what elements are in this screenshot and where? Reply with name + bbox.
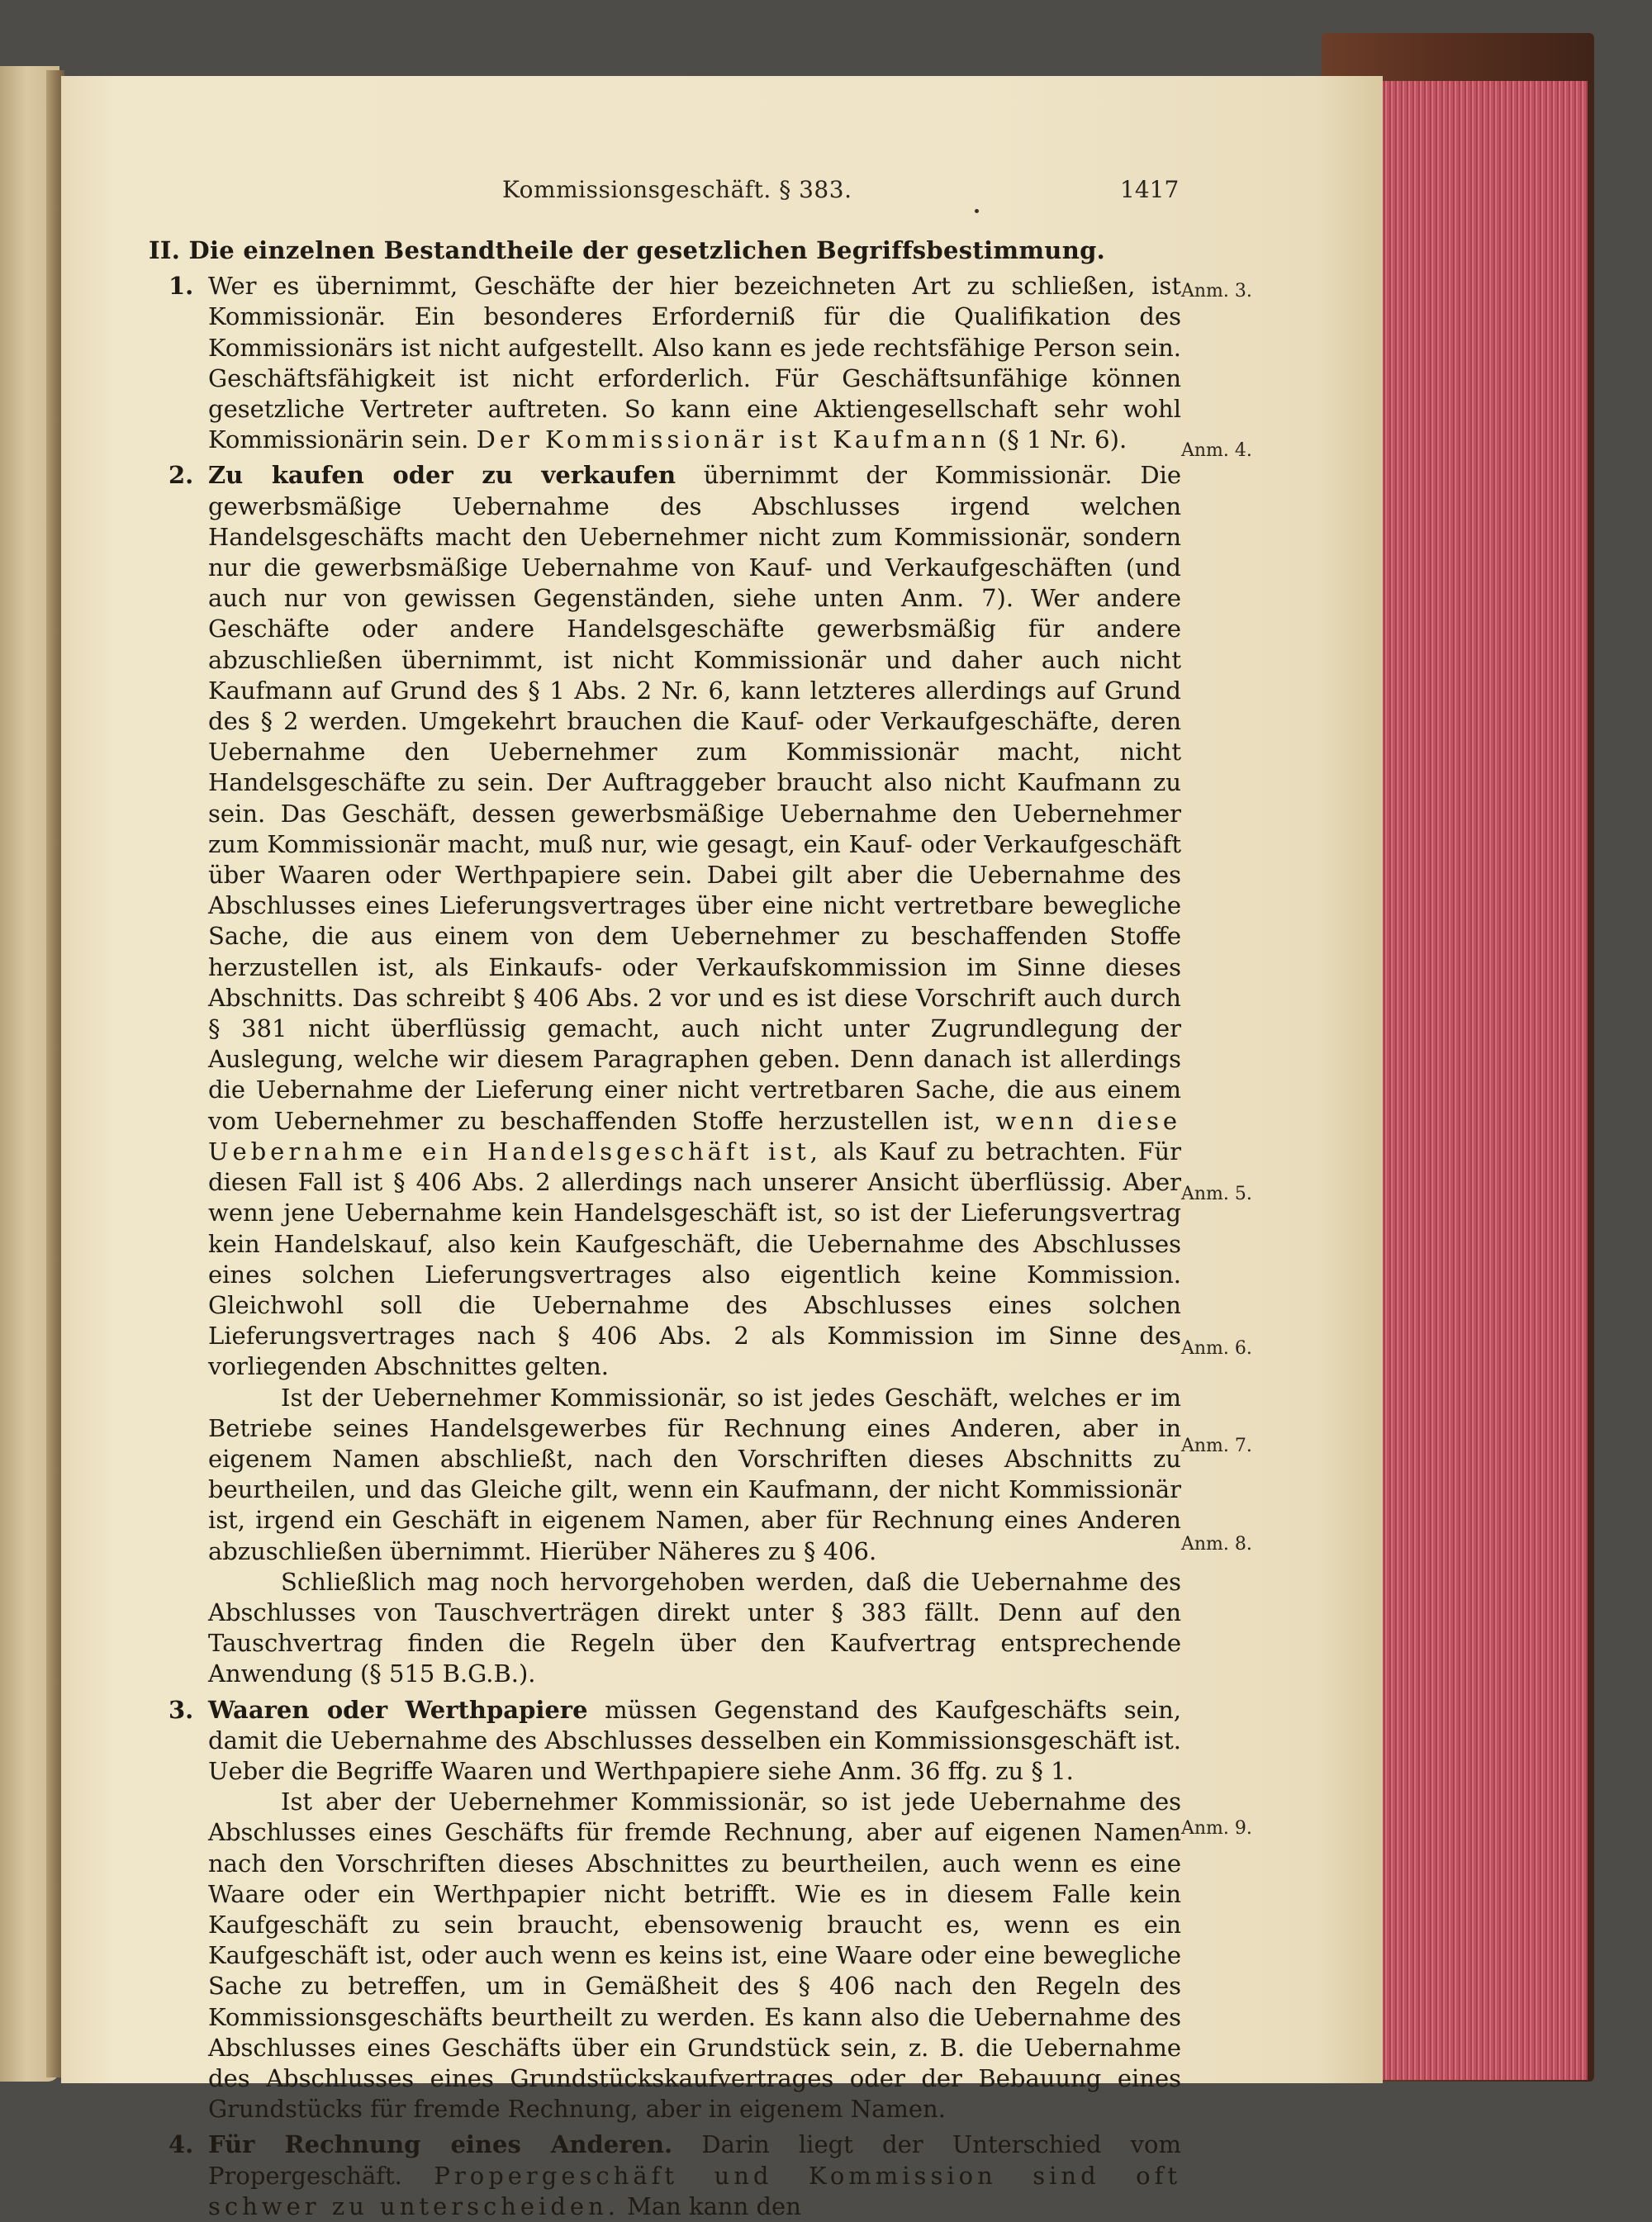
body-text [149, 235, 1181, 2222]
item-lead: Für Rechnung eines Anderen. [208, 2130, 673, 2159]
page-number: 1417 [1120, 176, 1180, 203]
margin-note: Anm. 5. [1181, 1184, 1252, 1204]
item-3 [149, 1695, 1181, 2125]
item-text: Darin liegt der Unterschied vom Propergeschäft. [208, 2130, 1182, 2190]
spaced-emphasis: Propergeschäft und Kommission sind oft schwer zu unterscheiden. [208, 2161, 1181, 2220]
spaced-emphasis: Der Kommissionär ist Kaufmann [476, 425, 990, 454]
margin-note: Anm. 8. [1181, 1534, 1252, 1555]
item-number: 1. [169, 272, 194, 301]
item-paragraph [208, 1695, 1181, 1788]
item-paragraph: Schließlich mag noch hervorgehoben werden, daß die Uebernahme des Abschlusses von Tauschverträgen direkt unter § 383 fällt. Denn auf den Tauschvertrag finden die Regeln über den Kaufvertrag entsprechende Anwendung (§ 515 B.G.B.). [208, 1567, 1181, 1688]
item-text: als Kauf zu betrachten. Für diesen Fall ist § 406 Abs. 2 allerdings nach unserer Ansicht überflüssig. Aber wenn jene Uebernahme kein Handelsgeschäft ist, so ist der Lieferungsvertrag kein Handelskauf, also kein Kaufgeschäft, die Uebernahme des Abschlusses eines solchen Lieferungsvertrages also eigentlich keine Kommission. Gleichwohl soll die Uebernahme des Abschlusses eines solchen Lieferungsvertrages nach § 406 Abs. 2 als Kommission im Sinne des vorliegenden Abschnittes gelten. [208, 1137, 1182, 1381]
item-number: 2. [169, 461, 194, 490]
item-tail: (§ 1 Nr. 6). [997, 425, 1127, 454]
item-lead: Waaren oder Werthpapiere [208, 1695, 588, 1724]
margin-note: Anm. 4. [1181, 440, 1252, 461]
item-text: Ein besonderes Erforderniß für die Qualifikation des Kommissionärs ist nicht aufgestellt. Also kann es jede rechtsfähige Person sein. Geschäftsfähigkeit ist nicht erforderlich. Für Geschäftsunfähige können gesetzliche Vertreter auftreten. So kann eine Aktiengesellschaft sehr wohl Kommissionärin sein. [208, 302, 1181, 454]
item-2 [149, 460, 1181, 1689]
item-lead: Zu kaufen oder zu verkaufen [208, 461, 676, 490]
page-edges [1381, 81, 1588, 2080]
item-text: müssen Gegenstand des Kaufgeschäfts sein, damit die Uebernahme des Abschlusses desselben ein Kommissionsgeschäft ist. Ueber die Begriffe Waaren und Werthpapiere siehe Anm. 36 ffg. zu § 1. [208, 1695, 1182, 1785]
header-title: Kommissionsgeschäft. § 383. [502, 176, 852, 203]
item-number: 3. [169, 1695, 194, 1724]
item-paragraph: Ist der Uebernehmer Kommissionär, so ist jedes Geschäft, welches er im Betriebe seines Handelsgewerbes für Rechnung eines Anderen, aber in eigenem Namen abschließt, nach den Vorschriften dieses Abschnitts zu beurtheilen, und das Gleiche gilt, wenn ein Kaufmann, der nicht Kommissionär ist, irgend ein Geschäft in eigenem Namen, aber für Rechnung eines Anderen abzuschließen übernimmt. Hierüber Näheres zu § 406. [208, 1383, 1181, 1565]
margin-note: Anm. 9. [1181, 1818, 1252, 1839]
item-text: übernimmt der Kommissionär. Die gewerbsmäßige Uebernahme des Abschlusses irgend welchen Handelsgeschäfts macht den Uebernehmer nicht zum Kommissionär, sondern nur die gewerbsmäßige Uebernahme von Kauf- und Verkaufgeschäften (und auch nur von gewissen Gegenständen, siehe unten Anm. 7). Wer andere Geschäfte oder andere Handelsgeschäfte gewerbsmäßig für andere abzuschließen übernimmt, ist nicht Kommissionär und daher auch nicht Kaufmann auf Grund des § 1 Abs. 2 Nr. 6, kann letzteres allerdings auf Grund des § 2 werden. Umgekehrt brauchen die Kauf- oder Verkaufgeschäfte, deren Uebernahme den Uebernehmer zum Kommissionär macht, nicht Handelsgeschäfte zu sein. Der Auftraggeber braucht also nicht Kaufmann zu sein. Das Geschäft, dessen gewerbsmäßige Uebernahme den Uebernehmer zum Kommissionär macht, muß nur, wie gesagt, ein Kauf- oder Verkaufgeschäft über Waaren oder Werthpapiere sein. Dabei gilt aber die Uebernahme des Abschlusses eines Lieferungsvertrages über eine nicht vertretbare bewegliche Sache, die aus einem von dem Uebernehmer zu beschaffenden Stoffe herzustellen ist, als Einkaufs- oder Verkaufskommission im Sinne dieses Abschnitts. Das schreibt § 406 Abs. 2 vor und es ist diese Vorschrift auch durch § 381 nicht überflüssig gemacht, auch nicht unter Zugrundlegung der Auslegung, welche wir diesem Paragraphen geben. Denn danach ist allerdings die Uebernahme der Lieferung einer nicht vertretbaren Sache, die aus einem vom Uebernehmer zu beschaffenden Stoffe herzustellen ist, [208, 461, 1182, 1135]
ink-dot [975, 209, 979, 213]
margin-note: Anm. 6. [1181, 1338, 1252, 1359]
item-paragraph [208, 271, 1181, 455]
item-number: 4. [169, 2130, 194, 2159]
margin-note: Anm. 3. [1181, 281, 1252, 301]
margin-notes [1181, 0, 1280, 2129]
item-4 [149, 2129, 1181, 2222]
running-header [0, 176, 1652, 209]
section-title: II. Die einzelnen Bestandtheile der gesetzlichen Begriffsbestimmung. [149, 236, 1106, 264]
item-paragraph: Ist aber der Uebernehmer Kommissionär, so ist jede Uebernahme des Abschlusses eines Geschäfts für fremde Rechnung, aber auf eigenen Namen nach den Vorschriften dieses Abschnittes zu beurtheilen, auch wenn es eine Waare oder ein Werthpapier nicht betrifft. Wie es in diesem Falle kein Kaufgeschäft zu sein braucht, ebensowenig braucht es, wenn es ein Kaufgeschäft ist, oder auch wenn es keins ist, eine Waare oder eine bewegliche Sache zu betreffen, um in Gemäßheit des § 406 nach den Regeln des Kommissionsgeschäfts beurtheilt zu werden. Es kann also die Uebernahme des Abschlusses eines Geschäfts über ein Grundstück sein, z. B. die Uebernahme des Abschlusses eines Grundstückskaufvertrages oder der Bebauung eines Grundstücks für fremde Rechnung, aber in eigenem Namen. [208, 1788, 1181, 2124]
item-tail: Man kann den [627, 2191, 801, 2220]
spaced-emphasis: wenn diese Uebernahme ein Handelsgeschäft ist, [208, 1106, 1182, 1166]
item-lead: Wer es übernimmt, Geschäfte der hier bezeichneten Art zu schließen, ist Kommissionär. [208, 272, 1181, 331]
item-1 [149, 271, 1181, 455]
item-paragraph [208, 2129, 1181, 2222]
item-paragraph [208, 460, 1181, 1382]
margin-note: Anm. 7. [1181, 1436, 1252, 1456]
